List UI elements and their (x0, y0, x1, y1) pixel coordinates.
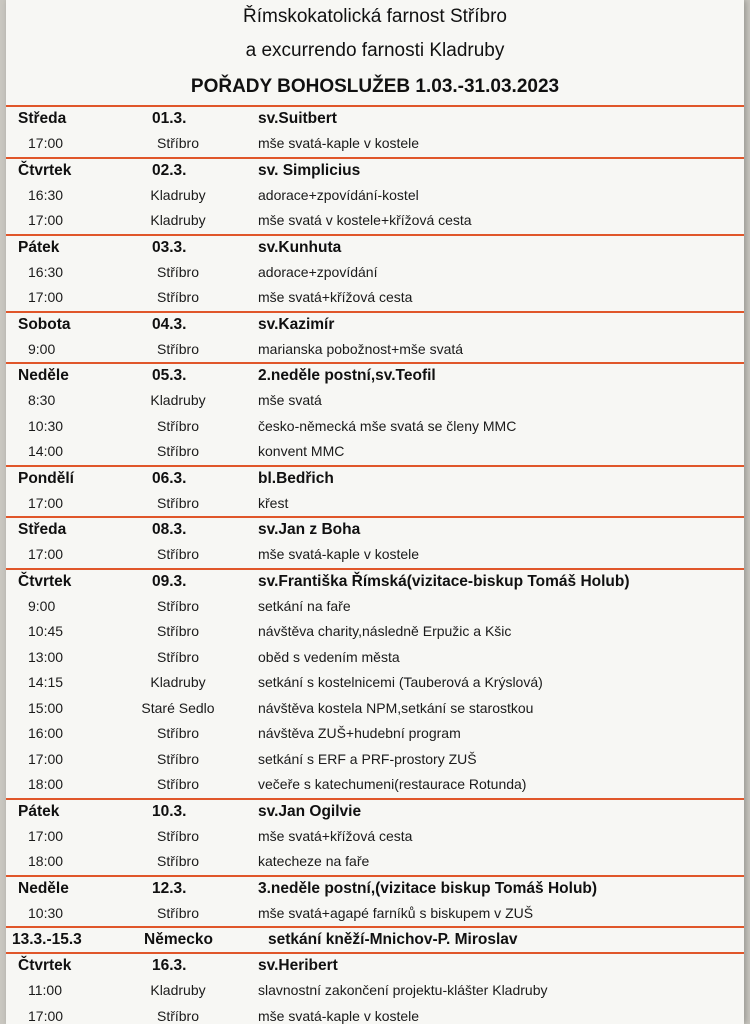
event-description: mše svatá+křížová cesta (258, 827, 413, 844)
day-date: 09.3. (152, 572, 187, 590)
event-description: setkání s ERF a PRF-prostory ZUŠ (258, 750, 477, 767)
day-block (6, 798, 744, 875)
day-block (6, 362, 744, 465)
day-date: 06.3. (152, 469, 187, 487)
day-name: Pondělí (18, 469, 74, 487)
day-saint: sv.Kazimír (258, 315, 335, 333)
event-row (6, 824, 744, 850)
day-date: 04.3. (152, 315, 187, 333)
event-time: 14:00 (28, 443, 64, 459)
event-place: Stříbro (156, 725, 199, 741)
day-header-row (6, 364, 744, 388)
day-name: Pátek (18, 238, 60, 256)
event-time: 8:30 (28, 392, 56, 408)
day-block (6, 568, 744, 798)
day-date: 12.3. (152, 879, 187, 897)
event-place: Stříbro (156, 494, 199, 511)
event-place: Stříbro (156, 827, 199, 844)
day-block (6, 465, 744, 517)
day-block (6, 311, 744, 363)
day-block (6, 105, 744, 157)
day-saint: setkání kněží-Mnichov-P. Miroslav (268, 931, 518, 948)
parish-title: Římskokatolická farnost Stříbro (243, 6, 507, 27)
event-place: Stříbro (156, 853, 199, 869)
event-time: 16:30 (28, 263, 64, 280)
day-saint: sv. Simplicius (258, 161, 361, 179)
event-time: 9:00 (28, 597, 56, 614)
event-place: Stříbro (156, 776, 199, 792)
day-block (6, 952, 744, 1024)
event-time: 17:00 (28, 546, 64, 562)
day-saint: sv.Jan z Boha (258, 521, 361, 538)
event-time: 16:30 (28, 186, 64, 203)
day-header-row (6, 954, 744, 978)
event-place: Kladruby (150, 212, 206, 228)
day-saint: 2.neděle postní,sv.Teofil (258, 367, 436, 384)
event-time: 17:00 (28, 135, 64, 151)
parish-subtitle: a excurrendo farnosti Kladruby (245, 40, 505, 61)
event-description: česko-německá mše svatá se členy MMC (258, 417, 517, 434)
event-row (6, 208, 744, 234)
event-row (6, 285, 744, 311)
day-date: 08.3. (152, 521, 187, 538)
event-description: návštěva kostela NPM,setkání se starostkou (258, 699, 534, 716)
event-row (6, 542, 744, 568)
event-time: 17:00 (28, 750, 64, 767)
event-time: 10:30 (28, 904, 64, 921)
event-row (6, 619, 744, 645)
day-header-row (6, 518, 744, 542)
day-saint: 3.neděle postní,(vizitace biskup Tomáš Holub) (258, 879, 598, 897)
event-row (6, 645, 744, 671)
event-place: Stříbro (156, 263, 199, 280)
event-description: oběd s vedením města (258, 648, 400, 665)
day-header-row (6, 159, 744, 183)
day-name: 13.3.-15.3 (12, 931, 82, 948)
day-header-row (6, 877, 744, 901)
event-description: adorace+zpovídání-kostel (258, 186, 419, 203)
schedule-table (6, 105, 744, 1024)
event-description: setkání na faře (258, 597, 351, 614)
event-description: mše svatá (258, 392, 322, 408)
event-time: 17:00 (28, 212, 64, 228)
event-row (6, 414, 744, 440)
event-description: mše svatá-kaple v kostele (258, 546, 420, 562)
day-header-row (6, 800, 744, 824)
event-description: konvent MMC (258, 443, 345, 459)
event-place: Stříbro (156, 546, 199, 562)
day-name: Pátek (18, 802, 60, 820)
day-date: 16.3. (152, 957, 187, 974)
day-date: 02.3. (152, 161, 187, 179)
event-place: Kladruby (150, 982, 206, 998)
day-name: Středa (18, 521, 67, 538)
day-saint: sv.Heribert (258, 957, 338, 974)
event-row (6, 594, 744, 620)
day-saint: sv.Suitbert (258, 110, 337, 127)
day-block (6, 926, 744, 952)
event-time: 17:00 (28, 494, 64, 511)
event-description: návštěva ZUŠ+hudební program (258, 725, 461, 741)
event-time: 17:00 (28, 1007, 64, 1024)
event-description: adorace+zpovídání (258, 263, 378, 280)
day-saint: bl.Bedřich (258, 469, 334, 487)
event-time: 16:00 (28, 725, 64, 741)
day-date: 05.3. (152, 367, 187, 384)
event-time: 9:00 (28, 340, 56, 357)
event-row (6, 670, 744, 696)
event-place: Stříbro (156, 289, 199, 305)
day-name: Čtvrtek (18, 161, 72, 179)
event-row (6, 388, 744, 414)
day-name: Sobota (18, 315, 71, 333)
event-row (6, 978, 744, 1004)
day-name: Čtvrtek (18, 572, 72, 590)
event-place: Stříbro (156, 1007, 199, 1024)
event-time: 10:45 (28, 623, 64, 639)
day-block (6, 516, 744, 568)
day-date: 03.3. (152, 238, 187, 256)
schedule-title: POŘADY BOHOSLUŽEB 1.03.-31.03.2023 (190, 76, 560, 97)
event-description: večeře s katechumeni(restaurace Rotunda) (258, 776, 527, 792)
event-row (6, 439, 744, 465)
event-time: 14:15 (28, 674, 64, 690)
day-name: Neděle (18, 367, 69, 384)
event-place: Stříbro (156, 443, 199, 459)
day-name: Středa (18, 110, 67, 127)
event-description: návštěva charity,následně Erpužic a Kšic (258, 623, 512, 639)
event-time: 11:00 (28, 982, 62, 998)
event-time: 13:00 (28, 648, 64, 665)
day-saint: sv.Františka Římská(vizitace-biskup Tomáš Holub) (258, 572, 630, 590)
event-place: Stříbro (156, 417, 199, 434)
day-header-row (6, 467, 744, 491)
day-header-row (6, 107, 744, 131)
event-place: Stříbro (156, 135, 199, 151)
event-row (6, 491, 744, 517)
event-row (6, 721, 744, 747)
day-saint: sv.Jan Ogilvie (258, 802, 362, 820)
event-row (6, 260, 744, 286)
schedule-sheet (6, 0, 744, 1024)
day-block (6, 875, 744, 927)
event-row (6, 131, 744, 157)
event-description: mše svatá+agapé farníků s biskupem v ZUŠ (258, 904, 534, 921)
event-place: Stříbro (156, 750, 199, 767)
day-saint: sv.Kunhuta (258, 238, 342, 256)
event-place: Stříbro (156, 623, 199, 639)
event-row (6, 183, 744, 209)
event-row (6, 901, 744, 927)
day-block (6, 234, 744, 311)
event-description: slavnostní zakončení projektu-klášter Kladruby (258, 982, 548, 998)
event-place: Staré Sedlo (141, 699, 215, 716)
event-place: Stříbro (156, 340, 199, 357)
event-row (6, 849, 744, 875)
event-place: Kladruby (150, 186, 206, 203)
day-header-row (6, 313, 744, 337)
day-name: Neděle (18, 879, 69, 897)
day-header-row (6, 570, 744, 594)
event-description: křest (258, 494, 289, 511)
event-description: mše svatá-kaple v kostele (258, 1007, 420, 1024)
event-time: 18:00 (28, 776, 64, 792)
day-header-row (6, 928, 744, 952)
event-row (6, 1004, 744, 1024)
event-row (6, 337, 744, 363)
day-date: Německo (144, 931, 213, 948)
event-time: 17:00 (28, 289, 64, 305)
event-place: Stříbro (156, 904, 199, 921)
event-description: mše svatá+křížová cesta (258, 289, 413, 305)
event-place: Stříbro (156, 597, 199, 614)
day-header-row (6, 236, 744, 260)
event-time: 17:00 (28, 827, 64, 844)
event-description: setkání s kostelnicemi (Tauberová a Krýslová) (258, 674, 543, 690)
event-row (6, 772, 744, 798)
event-description: katecheze na faře (258, 853, 370, 869)
event-row (6, 696, 744, 722)
event-description: mše svatá-kaple v kostele (258, 135, 420, 151)
event-description: mše svatá v kostele+křížová cesta (258, 212, 472, 228)
event-time: 18:00 (28, 853, 64, 869)
event-time: 10:30 (28, 417, 64, 434)
day-date: 01.3. (152, 110, 187, 127)
event-place: Kladruby (150, 392, 206, 408)
event-row (6, 747, 744, 773)
event-place: Kladruby (150, 674, 206, 690)
event-place: Stříbro (156, 648, 199, 665)
day-date: 10.3. (152, 802, 187, 820)
event-description: marianska pobožnost+mše svatá (258, 340, 464, 357)
day-block (6, 157, 744, 234)
day-name: Čtvrtek (18, 957, 72, 974)
event-time: 15:00 (28, 699, 64, 716)
